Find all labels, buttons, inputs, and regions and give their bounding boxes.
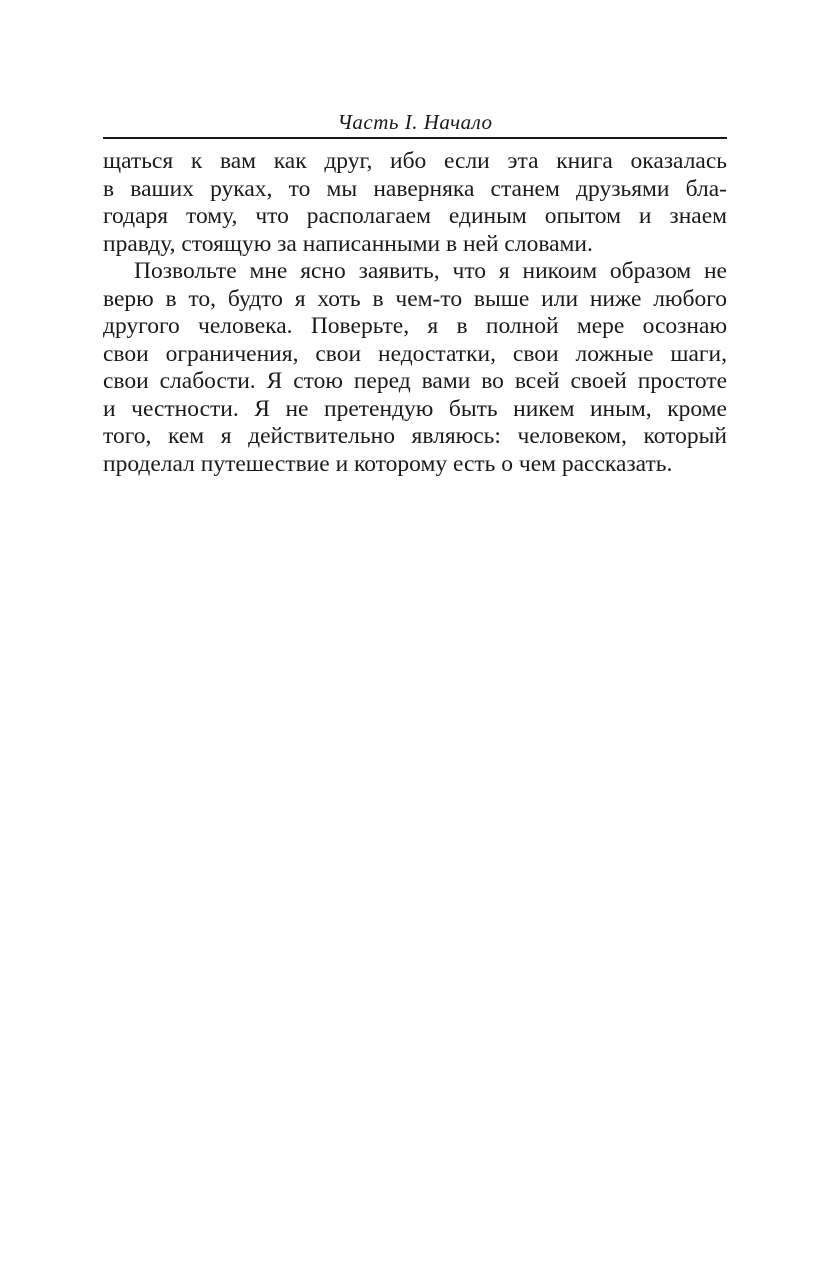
- body-text: [103, 148, 727, 478]
- text-line: верю в то, будто я хоть в чем-то выше или ниже любого: [103, 285, 727, 312]
- text-line: Позвольте мне ясно заявить, что я никоим образом не: [134, 258, 727, 284]
- text-line: щаться к вам как друг, ибо если эта книга оказалась: [103, 148, 727, 174]
- header-rule: [103, 137, 727, 139]
- text-line: проделал путешествие и которому есть о чем рассказать.: [103, 450, 673, 477]
- text-line: свои ограничения, свои недостатки, свои ложные шаги,: [103, 340, 727, 367]
- text-line: другого человека. Поверьте, я в полной мере осознаю: [103, 313, 727, 339]
- text-line: и честности. Я не претендую быть никем иным, кроме: [103, 395, 727, 422]
- text-line: того, кем я действительно являюсь: человеком, который: [103, 423, 727, 449]
- text-line: годаря тому, что располагаем единым опытом и знаем: [103, 203, 727, 229]
- text-line: правду, стоящую за написанными в ней словами.: [103, 230, 593, 257]
- text-line: свои слабости. Я стою перед вами во всей своей простоте: [103, 368, 727, 394]
- running-header: Часть I. Начало: [337, 110, 493, 134]
- text-line: в ваших руках, то мы наверняка станем друзьями бла-: [103, 175, 727, 202]
- paragraph: [103, 258, 727, 478]
- paragraph-continued: [103, 148, 727, 258]
